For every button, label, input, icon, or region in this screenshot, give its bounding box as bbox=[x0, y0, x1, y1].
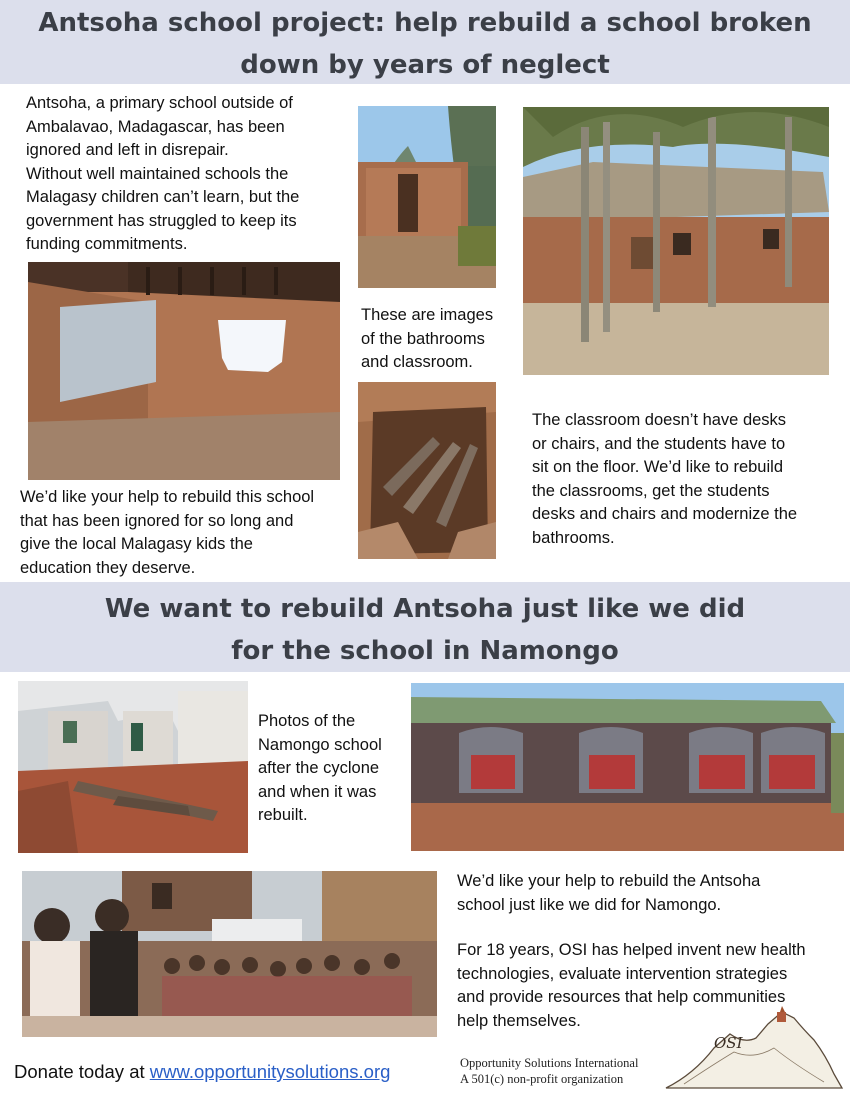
paragraph-line: desks and chairs and modernize the bbox=[532, 505, 798, 523]
caption-line: of the bathrooms bbox=[361, 329, 485, 348]
caption-line: Photos of the bbox=[258, 712, 356, 730]
paragraph-line: and provide resources that help communities bbox=[457, 988, 786, 1006]
paragraph-line: The classroom doesn’t have desks bbox=[532, 411, 787, 429]
intro-paragraph bbox=[26, 92, 346, 257]
donate-line bbox=[14, 1060, 390, 1084]
namongo-caption bbox=[258, 710, 408, 828]
classroom-interior-photo bbox=[28, 262, 340, 480]
paragraph-line: For 18 years, OSI has helped invent new health bbox=[457, 941, 806, 959]
paragraph-line: We’d like your help to rebuild this school bbox=[20, 488, 315, 506]
org-type: A 501(c) non-profit organization bbox=[460, 1072, 624, 1086]
bathroom-exterior-photo bbox=[358, 106, 496, 288]
logo-text: OSI bbox=[714, 1034, 743, 1052]
intro-line: Ambalavao, Madagascar, has been bbox=[26, 117, 285, 136]
paragraph-line: give the local Malagasy kids the bbox=[20, 535, 253, 553]
paragraph-line: the classrooms, get the students bbox=[532, 481, 770, 500]
osi-logo bbox=[664, 1004, 844, 1094]
caption-line: Namongo school bbox=[258, 735, 382, 754]
donate-link[interactable]: www.opportunitysolutions.org bbox=[149, 1061, 391, 1082]
paragraph-line: We’d like your help to rebuild the Antsoha bbox=[457, 872, 761, 890]
section-title-line1: We want to rebuild Antsoha just like we did bbox=[104, 594, 746, 624]
images-caption bbox=[361, 304, 511, 375]
section-title-line2: for the school in Namongo bbox=[231, 636, 619, 666]
org-info bbox=[460, 1055, 638, 1087]
paragraph-line: bathrooms. bbox=[532, 528, 615, 547]
namongo-ruins-photo bbox=[18, 681, 248, 853]
intro-line: Malagasy children can’t learn, but the bbox=[26, 188, 300, 206]
paragraph-line: school just like we did for Namongo. bbox=[457, 895, 722, 914]
intro-line: Antsoha, a primary school outside of bbox=[26, 94, 293, 112]
paragraph-line: education they deserve. bbox=[20, 558, 196, 577]
caption-line: after the cyclone bbox=[258, 759, 380, 777]
page-title-line2: down by years of neglect bbox=[240, 50, 610, 80]
page-title-line1: Antsoha school project: help rebuild a school broken bbox=[38, 8, 812, 38]
caption-line: and when it was bbox=[258, 782, 377, 801]
paragraph-line: help themselves. bbox=[457, 1011, 581, 1030]
intro-line: ignored and left in disrepair. bbox=[26, 141, 229, 159]
classroom-exterior-photo bbox=[523, 107, 829, 375]
community-meeting-photo bbox=[22, 871, 437, 1037]
paragraph-line: or chairs, and the students have to bbox=[532, 434, 786, 453]
latrine-photo bbox=[358, 382, 496, 559]
classroom-paragraph bbox=[532, 409, 832, 550]
intro-line: funding commitments. bbox=[26, 235, 188, 253]
section-banner bbox=[0, 582, 850, 672]
caption-line: rebuilt. bbox=[258, 806, 308, 824]
help-paragraph bbox=[20, 486, 350, 580]
paragraph-line: sit on the floor. We’d like to rebuild bbox=[532, 458, 783, 476]
paragraph-line: that has been ignored for so long and bbox=[20, 511, 294, 530]
org-name: Opportunity Solutions International bbox=[460, 1056, 639, 1070]
paragraph-line: technologies, evaluate intervention strategies bbox=[457, 964, 788, 983]
header-banner bbox=[0, 0, 850, 84]
caption-line: These are images bbox=[361, 306, 494, 324]
rebuild-paragraph bbox=[457, 870, 842, 917]
caption-line: and classroom. bbox=[361, 353, 473, 371]
intro-line: Without well maintained schools the bbox=[26, 164, 289, 183]
intro-line: government has struggled to keep its bbox=[26, 211, 297, 230]
donate-prefix: Donate today at bbox=[14, 1061, 150, 1082]
namongo-rebuilt-photo bbox=[411, 683, 844, 851]
